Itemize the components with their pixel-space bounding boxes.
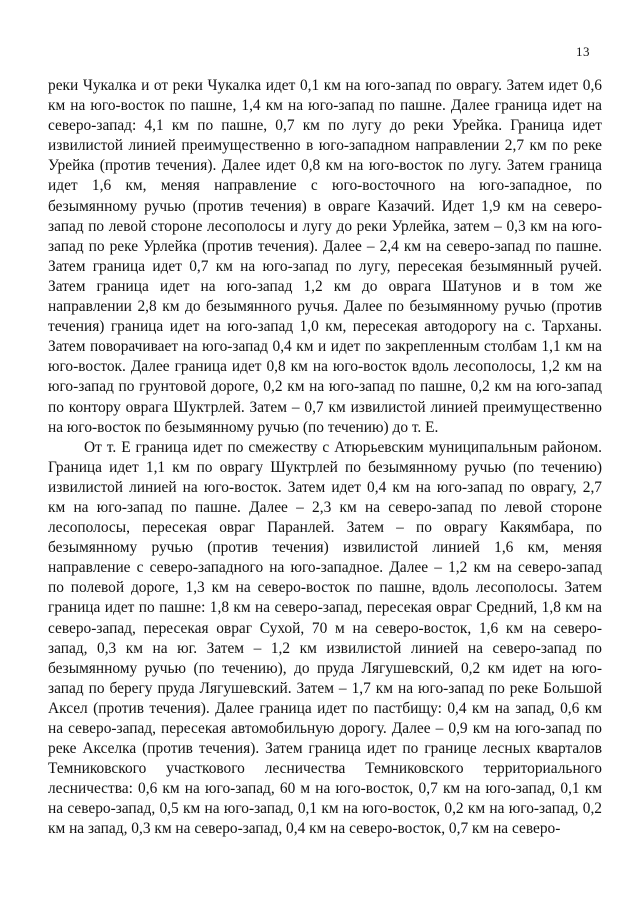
text-line: юго-запад по грунтовой дороге, 0,2 км на юго-запад по пашне, 0,2 км на юго-запад — [48, 378, 602, 396]
text-line: безымянному ручью (против течения) в овраге Казачий. Идет 1,9 км на северо- — [48, 197, 602, 215]
text-line: безымянному ручью (по течению), до пруда Лягушевский, 0,2 км идет на юго- — [48, 659, 602, 677]
text-line: по полевой дороге, 1,3 км на северо-восток по пашне, вдоль лесополосы. Затем — [48, 579, 602, 597]
text-line: км на юго-восток по пашне, 1,4 км на юго-запад по пашне. Далее граница идет на — [48, 97, 602, 115]
text-line: запад, 0,3 км на юг. Затем – 1,2 км извилистой линией на северо-запад по — [48, 639, 602, 657]
text-line: на северо-запад, пересекая автомобильную дорогу. Далее – 0,9 км на юго-запад по — [48, 720, 602, 737]
text-line: Затем граница идет на юго-запад 1,2 км до оврага Шатунов и в том же — [48, 277, 602, 295]
page-number: 13 — [576, 44, 590, 59]
text-line: лесополосы, пересекая овраг Паранлей. Затем – по оврагу Какямбара, по — [48, 519, 602, 537]
text-line: направление с северо-западного на юго-западное. Далее – 1,2 км на северо-запад — [48, 559, 602, 577]
paragraph — [48, 438, 602, 840]
text-line: юго-восток. Далее граница идет 0,8 км на юго-восток вдоль лесополосы, 1,2 км на — [48, 358, 602, 376]
text-line: Темниковского участкового лесничества Темниковского территориального — [48, 760, 602, 778]
text-line: извилистой линией на юго-восток. Затем идет 0,4 км на юго-запад по оврагу, 2,7 — [48, 478, 602, 496]
text-line: реке Акселка (против течения). Затем граница идет по границе лесных кварталов — [48, 740, 602, 758]
text-line: Граница идет 1,1 км по оврагу Шуктрлей по безымянному ручью (по течению) — [48, 458, 602, 476]
text-line: запад по реке Урлейка (против течения). Далее – 2,4 км на северо-запад по пашне. — [48, 237, 602, 255]
document-body — [48, 76, 602, 840]
text-line: на юго-восток по безымянному ручью (по течению) до т. Е. — [48, 418, 439, 436]
text-line: реки Чукалка и от реки Чукалка идет 0,1 км на юго-запад по оврагу. Затем идет 0,6 — [48, 77, 602, 94]
text-line: по контору оврага Шуктрлей. Затем – 0,7 км извилистой линией преимущественно — [48, 398, 602, 416]
text-line: Затем поворачивает на юго-запад 0,4 км и идет по закрепленным столбам 1,1 км на — [48, 338, 602, 356]
text-line: северо-запад, пересекая овраг Сухой, 70 м на северо-восток, 1,6 км на северо- — [48, 619, 602, 637]
text-line: извилистой линией преимущественно в юго-западном направлении 2,7 км по реке — [48, 137, 602, 155]
text-line: лесничества: 0,6 км на юго-запад, 60 м на юго-восток, 0,7 км на юго-запад, 0,1 км — [48, 780, 602, 798]
text-line: км на запад, 0,3 км на северо-запад, 0,4 км на северо-восток, 0,7 км на северо- — [48, 820, 561, 838]
text-line: Затем граница идет 0,7 км на юго-запад по лугу, пересекая безымянный ручей. — [48, 257, 602, 275]
text-line: Аксел (против течения). Далее граница идет по пастбищу: 0,4 км на запад, 0,6 км — [48, 699, 602, 717]
text-line: км на юго-запад по пашне. Далее – 2,3 км на северо-запад по левой стороне — [48, 498, 602, 516]
paragraph — [48, 76, 602, 438]
text-line: запад по берегу пруда Лягушевский. Затем – 1,7 км на юго-запад по реке Большой — [48, 679, 602, 697]
text-line: на северо-запад, 0,5 км на юго-запад, 0,1 км на юго-восток, 0,2 км на юго-запад, 0,2 — [48, 800, 602, 818]
text-line: северо-запад: 4,1 км по пашне, 0,7 км по лугу до реки Урейка. Граница идет — [48, 117, 602, 135]
text-line: От т. Е граница идет по смежеству с Атюрьевским муниципальным районом. — [84, 438, 602, 456]
text-line: течения) граница идет на юго-запад 1,0 км, пересекая автодорогу на с. Тарханы. — [48, 318, 602, 336]
text-line: Урейка (против течения). Далее идет 0,8 км на юго-восток по лугу. Затем граница — [48, 157, 602, 175]
text-line: граница идет по пашне: 1,8 км на северо-запад, пересекая овраг Средний, 1,8 км на — [48, 599, 602, 617]
text-line: безымянному ручью (против течения) извилистой линией 1,6 км, меняя — [48, 539, 602, 557]
text-line: направлении 2,8 км до безымянного ручья. Далее по безымянному ручью (против — [48, 298, 602, 316]
text-line: идет 1,6 км, меняя направление с юго-восточного на юго-западное, по — [48, 177, 602, 195]
text-line: запад по левой стороне лесополосы и лугу до реки Урлейка, затем – 0,3 км на юго- — [48, 217, 602, 235]
